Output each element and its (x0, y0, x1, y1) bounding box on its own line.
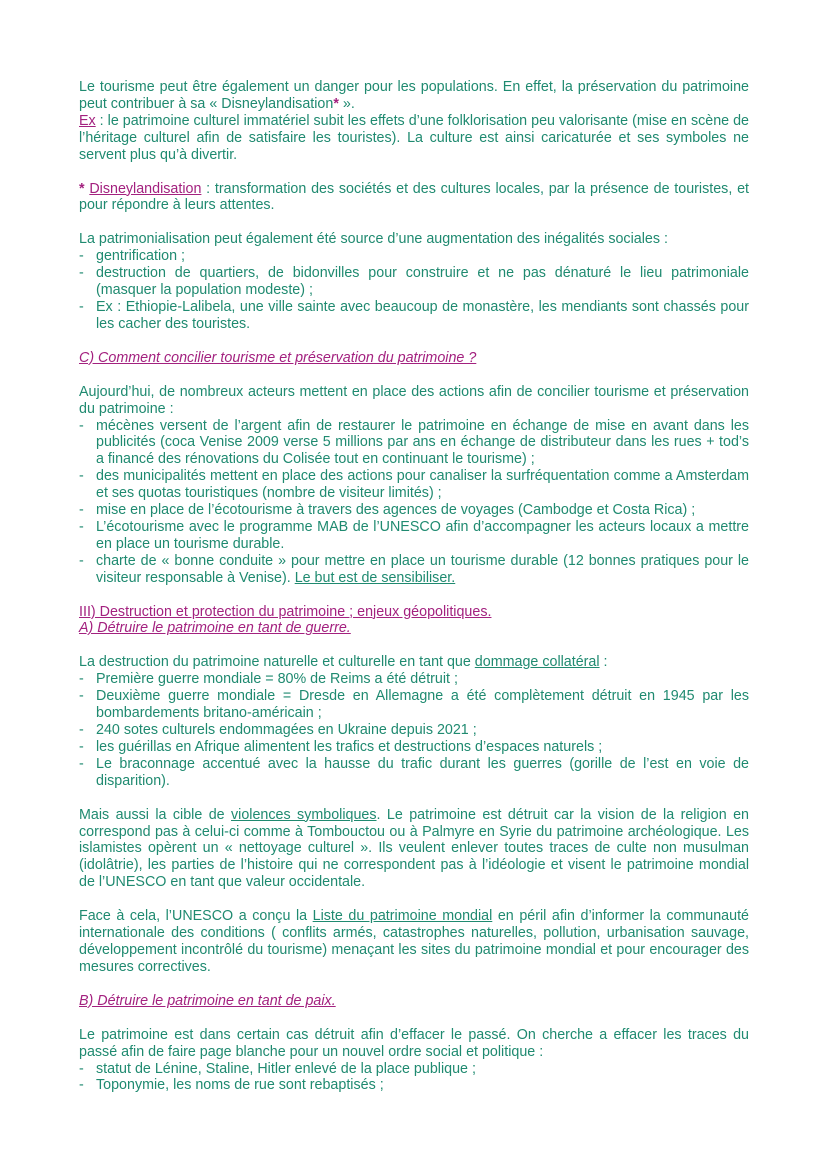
definition-term: Disneylandisation (89, 180, 202, 197)
list-item: - Ex : Ethiopie-Lalibela, une ville sainte avec beaucoup de monastère, les mendiants sont chassés pour les cacher des touristes. (79, 299, 749, 333)
heading-section-a: A) Détruire le patrimoine en tant de guerre. (79, 620, 351, 637)
paragraph-tourism-danger: Le tourisme peut être également un danger pour les populations. En effet, la préservation du patrimoine peut contribuer à sa « Disneylandisation* ». (79, 79, 749, 112)
list-item: - Toponymie, les noms de rue sont rebaptisés ; (79, 1077, 749, 1094)
footnote-asterisk: * (333, 95, 339, 112)
list-item: - mécènes versent de l’argent afin de restaurer le patrimoine en échange de mise en avant dans les publicités (coca Venise 2009 verse 5 millions par ans en échange de distributeur dans les rues + tod’s a financé des rénovations du Colisée tout en continuant le tourisme) ; (79, 418, 749, 469)
list-item: - Deuxième guerre mondiale = Dresde en Allemagne a été complètement détruit en 1945 par les bombardements britano-américain ; (79, 688, 749, 722)
list-item: - L’écotourisme avec le programme MAB de l’UNESCO afin d’accompagner les acteurs locaux a mettre en place un tourisme durable. (79, 519, 749, 553)
list-item: - Première guerre mondiale = 80% de Reims a été détruit ; (79, 671, 749, 688)
paragraph-example: Ex : le patrimoine culturel immatériel subit les effets d’une folklorisation peu valorisante (mise en scène de l’héritage culturel afin de satisfaire les touristes). La culture est ainsi caricaturée et ses symboles ne servent plus qu’à divertir. (79, 112, 749, 163)
paragraph-war-intro: La destruction du patrimoine naturelle et culturelle en tant que dommage collatéral : (79, 654, 608, 671)
underlined-conclusion: Le but est de sensibiliser. (294, 569, 456, 586)
list-inequalities (79, 248, 749, 333)
definition-disneylandisation: * Disneylandisation : transformation des sociétés et des cultures locales, par la présence de touristes, et pour répondre à leurs attentes. (79, 180, 749, 214)
list-item: - 240 sotes culturels endommagées en Ukraine depuis 2021 ; (79, 722, 749, 739)
list-item: - destruction de quartiers, de bidonvilles pour construire et ne pas dénaturé le lieu patrimoniale (masquer la population modeste) ; (79, 265, 749, 299)
list-item: - statut de Lénine, Staline, Hitler enlevé de la place publique ; (79, 1061, 749, 1078)
example-label: Ex (79, 112, 96, 129)
paragraph-inequalities-intro: La patrimonialisation peut également été source d’une augmentation des inégalités sociales : (79, 231, 668, 248)
list-war-destruction (79, 671, 749, 789)
list-item: - gentrification ; (79, 248, 749, 265)
list-item: - mise en place de l’écotourisme à travers des agences de voyages (Cambodge et Costa Rica) ; (79, 502, 749, 519)
list-item: - des municipalités mettent en place des actions pour canaliser la surfréquentation comme a Amsterdam et ses quotas touristiques (nombre de visiteur limités) ; (79, 468, 749, 502)
list-actors (79, 418, 749, 587)
document-page (79, 79, 749, 1094)
list-item: - Le braconnage accentué avec la hausse du trafic durant les guerres (gorille de l’est en voie de disparition). (79, 756, 749, 790)
paragraph-peace-intro: Le patrimoine est dans certain cas détruit afin d’effacer le passé. On cherche a effacer les traces du passé afin de faire page blanche pour un nouvel ordre social et politique : (79, 1026, 749, 1060)
paragraph-unesco-list: Face à cela, l’UNESCO a conçu la Liste du patrimoine mondial en péril afin d’informer la communauté internationale des conditions ( conflits armés, catastrophes naturelles, pollution, urbanisation sauvage, développement incontrôlé du tourisme) menaçant les sites du patrimoine mondial et pour encourager des mesures correctives. (79, 908, 749, 975)
paragraph-symbolic-violence: Mais aussi la cible de violences symboliques. Le patrimoine est détruit car la vision de la religion en correspond pas à celui-ci comme à Tombouctou ou à Palmyre en Syrie du patrimoine archéologique. Les islamistes opèrent un « nettoyage culturel ». Ils veulent enlever toutes traces de culte non musulman (idolâtrie), les parties de l’histoire qui ne correspondent pas à l’idéologie et visent le patrimoine mondial de l’UNESCO en tant que valeur occidentale. (79, 806, 749, 891)
heading-part-iii: III) Destruction et protection du patrimoine ; enjeux géopolitiques. (79, 603, 492, 620)
paragraph-actors-intro: Aujourd’hui, de nombreux acteurs mettent en place des actions afin de concilier tourisme et préservation du patrimoine : (79, 383, 749, 417)
list-peace-destruction (79, 1061, 749, 1095)
list-item: - charte de « bonne conduite » pour mettre en place un tourisme durable (12 bonnes pratiques pour le visiteur responsable à Venise). Le but est de sensibiliser. (79, 553, 749, 587)
heading-section-b: B) Détruire le patrimoine en tant de paix. (79, 992, 336, 1009)
list-item: - les guérillas en Afrique alimentent les trafics et destructions d’espaces naturels ; (79, 739, 749, 756)
heading-section-c: C) Comment concilier tourisme et préservation du patrimoine ? (79, 349, 477, 366)
